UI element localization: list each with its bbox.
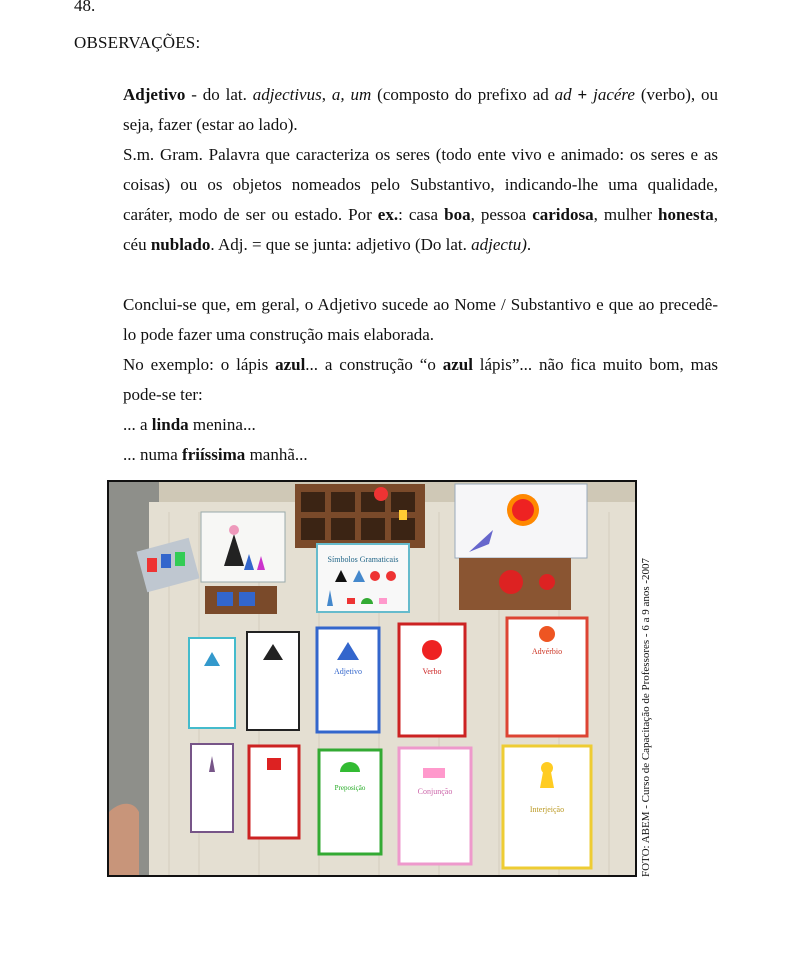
- card-verbo-label: Verbo: [422, 667, 442, 676]
- page-number: 48.: [74, 0, 96, 15]
- text-run: ... a construção “o: [305, 355, 443, 374]
- text-run: adjectivus: [252, 85, 322, 104]
- body-text: [123, 80, 718, 470]
- section-title: OBSERVAÇÕES:: [74, 33, 201, 52]
- text-run: adjectu): [471, 235, 527, 254]
- paragraph-gap: [123, 260, 718, 290]
- text-run: Adjetivo: [123, 85, 186, 104]
- text-run: (composto do prefixo ad: [371, 85, 555, 104]
- photo-caption: FOTO: ABEM - Curso de Capacitação de Professores - 6 a 9 anos -2007: [640, 557, 652, 877]
- text-run: manhã...: [245, 445, 308, 464]
- card-adjetivo-label: Adjetivo: [334, 667, 362, 676]
- paragraph-conclusion: [123, 290, 718, 350]
- text-run: , mulher: [593, 205, 659, 224]
- text-run: Conclui-se que, em geral, o Adjetivo sucede ao Nome / Substantivo e que ao precedê-lo pode fazer uma construção mais elaborada.: [123, 295, 718, 344]
- paragraph-adjetivo-definition: [123, 140, 718, 260]
- text-run: boa: [444, 205, 471, 224]
- text-run: menina...: [188, 415, 256, 434]
- classroom-photo: [107, 480, 637, 877]
- text-run: ad: [554, 85, 572, 104]
- text-run: (verbo), ou seja, fazer (estar ao lado).: [123, 85, 719, 134]
- text-run: jacére: [593, 85, 635, 104]
- text-run: friíssima: [182, 445, 246, 464]
- text-run: .: [526, 235, 532, 254]
- text-run: S.m. Gram. Palavra que caracteriza os seres (todo ente vivo e animado: os seres e as coisas) ou os objetos nomeados pelo Substantivo, indicando-lhe uma qualidade, caráter, modo de ser ou estado. Por: [123, 145, 718, 224]
- text-run: a, um: [331, 85, 372, 104]
- paragraph-adjetivo-etymology: [123, 80, 718, 140]
- text-run: ... a: [123, 415, 152, 434]
- symbols-title: Símbolos Gramaticais: [327, 555, 399, 564]
- paragraph-example: [123, 350, 718, 410]
- example-friissima-manha: [123, 440, 718, 470]
- text-run: linda: [151, 415, 189, 434]
- card-preposicao-label: Preposição: [334, 784, 366, 792]
- text-run: , pessoa: [470, 205, 533, 224]
- text-run: . Adj. = que se junta: adjetivo (Do lat.: [210, 235, 472, 254]
- text-run: honesta: [658, 205, 714, 224]
- text-run: ... numa: [123, 445, 183, 464]
- text-run: nublado: [150, 235, 211, 254]
- text-run: lápis”... não fica muito bom, mas pode-se ter:: [123, 355, 718, 404]
- card-conjuncao-label: Conjunção: [417, 787, 453, 796]
- text-run: - do lat.: [185, 85, 253, 104]
- text-run: , céu: [123, 205, 718, 254]
- card-adverbio-label: Advérbio: [531, 647, 563, 656]
- text-run: azul: [442, 355, 473, 374]
- text-run: azul: [275, 355, 306, 374]
- text-run: +: [571, 85, 594, 104]
- text-run: ,: [321, 85, 332, 104]
- example-linda-menina: [123, 410, 718, 440]
- text-run: caridosa: [532, 205, 594, 224]
- text-run: : casa: [398, 205, 445, 224]
- text-run: ex.: [377, 205, 399, 224]
- text-run: No exemplo: o lápis: [123, 355, 276, 374]
- card-interjeicao-label: Interjeição: [529, 805, 565, 814]
